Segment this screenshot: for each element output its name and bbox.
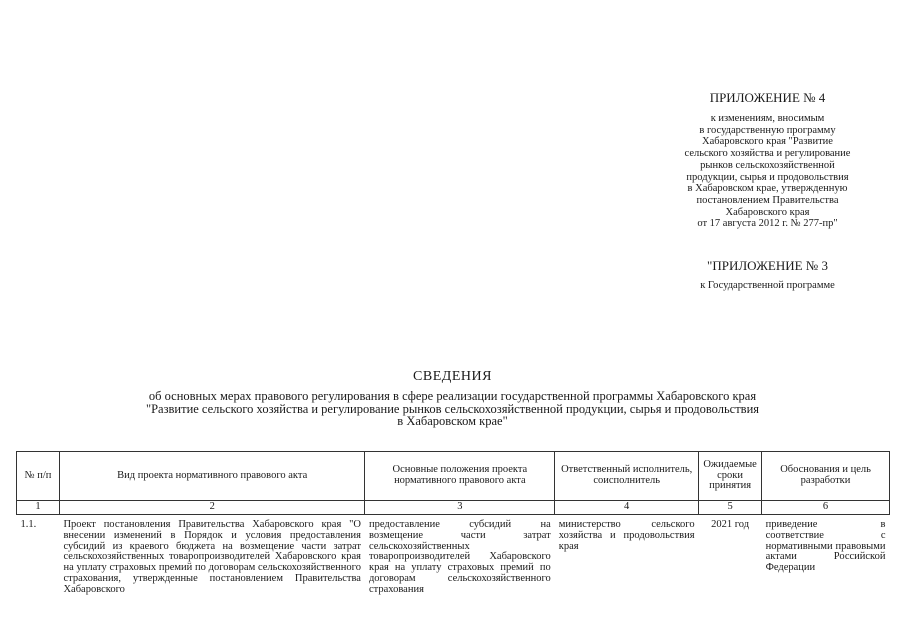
header-executor: Ответственный исполнитель, соисполнитель <box>555 452 699 501</box>
row-act-type: Проект постановления Правительства Хабаровского края "О внесении изменений в Порядок и условия предоставления субсидий из краевого бюджета на возмещение части затрат сельскохозяйственных товаропроизводителей Хабаровского края на уплату страховых премий по договорам сельскохозяйственного страхования, утвержденные постановлением Правительства Хабаровского <box>63 519 361 595</box>
appendix-4-line: Хабаровского края "Развитие <box>702 136 833 148</box>
column-number: 4 <box>555 501 699 515</box>
table-column-numbers-row <box>17 501 890 515</box>
row-reason: приведение в соответствие с нормативными правовыми актами Российской Федерации <box>765 519 886 574</box>
header-provisions: Основные положения проекта нормативного правового акта <box>365 452 555 501</box>
header-term: Ожидаемые сроки принятия <box>699 452 762 501</box>
column-number: 3 <box>365 501 555 515</box>
column-number: 5 <box>699 501 762 515</box>
appendix-4-title: ПРИЛОЖЕНИЕ № 4 <box>709 90 826 105</box>
appendix-4-subtitle <box>640 113 895 230</box>
row-term: 2021 год <box>711 519 750 530</box>
document-subtitle-line: об основных мерах правового регулирования в сфере реализации государственной программы Хабаровского края <box>148 389 757 403</box>
appendix-4-line: от 17 августа 2012 г. № 277-пр" <box>697 218 838 230</box>
appendix-3-subtitle: к Государственной программе <box>700 280 835 291</box>
document-subtitle-line: в Хабаровском крае" <box>397 414 508 429</box>
table-row <box>17 515 890 596</box>
header-act-type: Вид проекта нормативного правового акта <box>59 452 365 501</box>
column-number: 6 <box>762 501 890 515</box>
appendix-4-line: в Хабаровском крае, утвержденную <box>687 183 848 195</box>
appendix-4-line: рынков сельскохозяйственной <box>700 159 835 171</box>
appendix-3-title: "ПРИЛОЖЕНИЕ № 3 <box>707 258 828 273</box>
row-number: 1.1. <box>20 519 37 530</box>
header-number: № п/п <box>17 452 60 501</box>
document-title: СВЕДЕНИЯ <box>413 369 492 384</box>
appendix-4-line: продукции, сырья и продовольствия <box>686 171 849 183</box>
appendix-4-line: к изменениям, вносимым <box>710 113 825 124</box>
table-header-row <box>17 452 890 501</box>
row-executor: министерство сельского хозяйства и продовольствия края <box>558 519 695 552</box>
column-number: 1 <box>17 501 60 515</box>
appendix-4-line: в государственную программу <box>699 124 836 136</box>
header-reason: Обоснования и цель разработки <box>762 452 890 501</box>
column-number: 2 <box>59 501 365 515</box>
row-provisions: предоставление субсидий на возмещение части затрат сельскохозяйственных товаропроизводителей Хабаровского края на уплату страховых премий по договорам сельскохозяйственного страхования <box>368 519 551 595</box>
appendix-4-line: постановлением Правительства <box>696 194 839 206</box>
appendix-4-line: сельского хозяйства и регулирование <box>684 148 851 160</box>
measures-table <box>16 451 890 596</box>
document-subtitle <box>0 390 905 428</box>
appendix-4-line: Хабаровского края <box>725 206 810 218</box>
document-subtitle-line: "Развитие сельского хозяйства и регулирование рынков сельскохозяйственной продукции, сырья и продовольствия <box>145 401 760 416</box>
